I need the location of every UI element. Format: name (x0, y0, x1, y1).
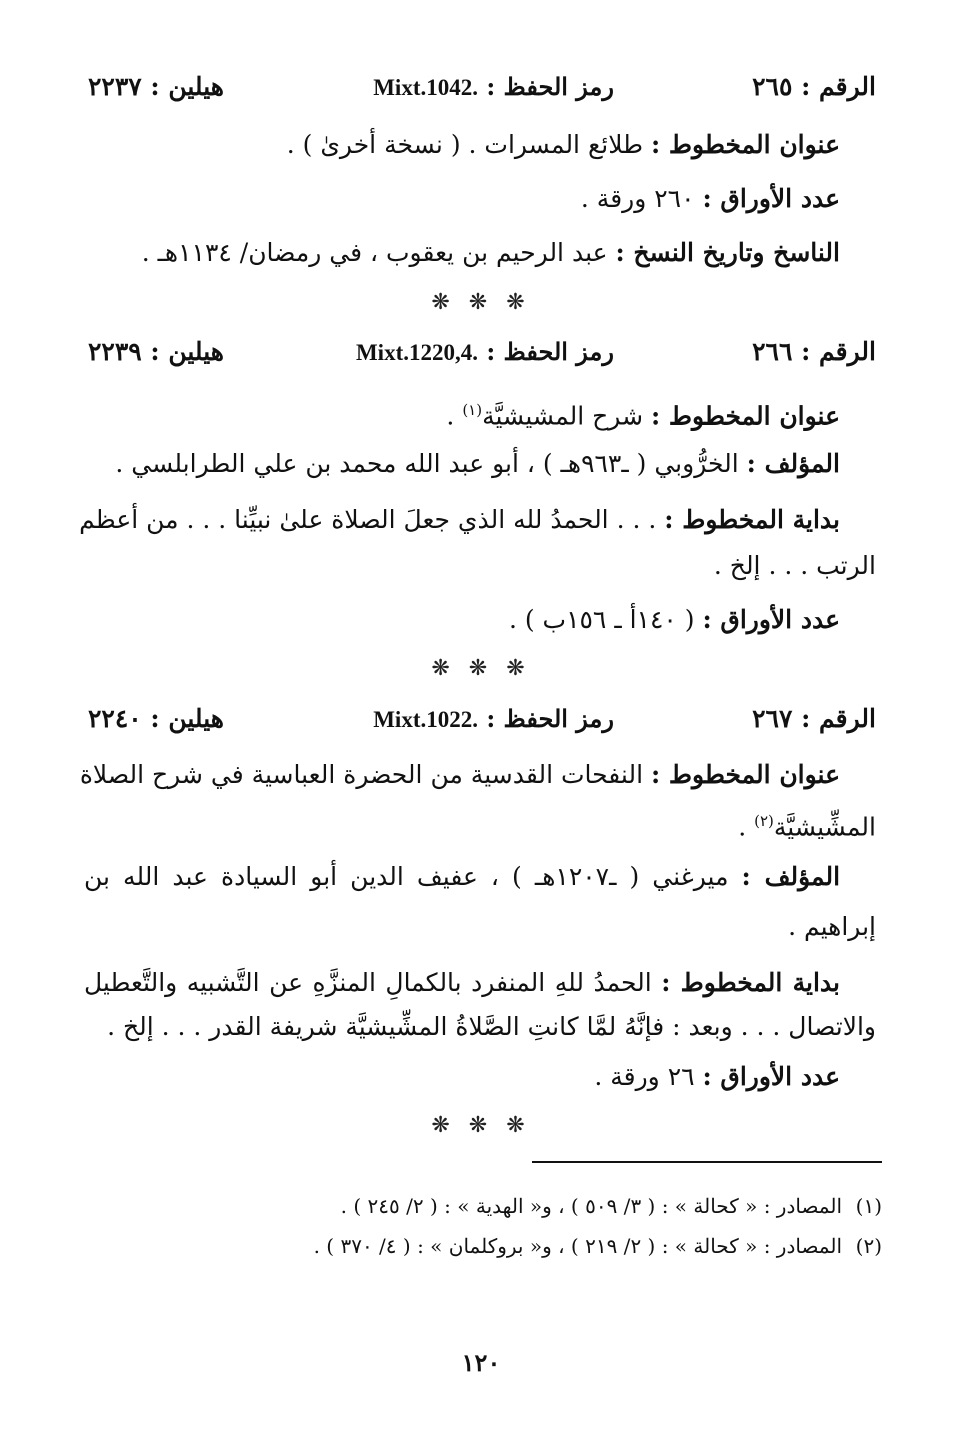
beginning-label: بداية المخطوط : (661, 968, 840, 997)
entry-number: الرقم : ٢٦٧ (752, 704, 876, 733)
leaves-line (88, 595, 840, 645)
title-value: شرح المشيشيَّة (482, 401, 651, 431)
beginning-value: الحمدُ للهِ المنفرد بالكمالِ المنزَّهِ عن التَّشبيه والتَّعطيل (84, 968, 662, 997)
beginning-line (84, 958, 840, 1008)
leaves-line (88, 174, 840, 224)
entry-number: الرقم : ٢٦٦ (752, 337, 876, 366)
footnote-rule (532, 1161, 882, 1163)
footnote-2 (314, 1234, 882, 1258)
author-label: المؤلف : (741, 862, 841, 891)
page-number: ١٢٠ (461, 1348, 501, 1377)
title-value: النفحات القدسية من الحضرة العباسية في شرح الصلاة (79, 760, 651, 789)
title-line (88, 120, 840, 170)
beginning-value: . . . الحمدُ لله الذي جعلَ الصلاة علىٰ نبيِّنا . . . من أعظم (79, 505, 665, 534)
title-label: عنوان المخطوط : (650, 401, 840, 431)
beginning-continuation: والاتصال . . . وبعد : فإنَّهُ لمَّا كانتِ الصَّلاةُ المشِّيشيَّة شريفة القدر . . . إلخ . (107, 1012, 876, 1041)
footnote-text: المصادر : « كحالة » : ( ٣/ ٥٠٩ ) ، و« الهدية » : ( ٢/ ٢٤٥ ) . (340, 1194, 842, 1218)
shelf-mark (373, 704, 614, 733)
footnote-1 (341, 1194, 882, 1218)
leaves-label: عدد الأوراق : (702, 605, 840, 634)
beginning-line (79, 495, 840, 545)
leaves-line (88, 1052, 840, 1102)
title-label: عنوان المخطوط : (650, 130, 840, 159)
footnote-reference[interactable]: (٢) (754, 812, 774, 830)
title-end: . (738, 812, 755, 842)
helin-number: هيلين : ٢٢٣٩ (88, 337, 224, 366)
author-continuation: إبراهيم . (788, 912, 876, 941)
shelf-code: Mixt.1220,4. (355, 340, 478, 365)
leaves-label: عدد الأوراق : (702, 184, 840, 213)
shelf-code: Mixt.1042. (373, 75, 478, 100)
shelf-label: رمز الحفظ : (486, 72, 614, 101)
shelf-mark (373, 72, 614, 101)
copyist-line (88, 228, 840, 278)
section-separator: ❋ ❋ ❋ (431, 290, 531, 315)
entry-header (88, 337, 876, 377)
copyist-value: عبد الرحيم بن يعقوب ، في رمضان/ ١١٣٤هـ . (141, 238, 616, 267)
title-continuation (88, 796, 876, 852)
footnote-mark: (١) (855, 1194, 882, 1218)
entry-header (88, 704, 876, 744)
copyist-label: الناسخ وتاريخ النسخ : (615, 238, 840, 267)
title-line (79, 750, 840, 800)
footnote-text: المصادر : « كحالة » : ( ٢/ ٢١٩ ) ، و« بروكلمان » : ( ٤/ ٣٧٠ ) . (313, 1234, 842, 1258)
beginning-label: بداية المخطوط : (664, 505, 840, 534)
entry-number: الرقم : ٢٦٥ (752, 72, 876, 101)
beginning-continuation: الرتب . . . إلخ . (713, 551, 876, 580)
author-line (84, 852, 840, 902)
helin-number: هيلين : ٢٢٤٠ (88, 704, 224, 733)
author-value: ميرغني ( ـ١٢٠٧هـ ) ، عفيف الدين أبو السيادة عبد الله بن (84, 862, 742, 891)
leaves-value: ( ١٤٠أ ـ ١٥٦ب ) . (508, 605, 703, 634)
footnote-reference[interactable]: (١) (462, 401, 483, 419)
shelf-label: رمز الحفظ : (486, 337, 614, 366)
section-separator: ❋ ❋ ❋ (431, 656, 531, 681)
leaves-label: عدد الأوراق : (702, 1062, 840, 1091)
shelf-label: رمز الحفظ : (486, 704, 614, 733)
title-value-continued: المشِّيشيَّة (773, 812, 876, 842)
leaves-value: ٢٦ ورقة . (594, 1062, 703, 1091)
title-line (88, 385, 840, 441)
title-end: . (446, 401, 463, 431)
helin-number: هيلين : ٢٢٣٧ (88, 72, 224, 101)
title-value: طلائع المسرات . ( نسخة أخرىٰ ) . (286, 130, 651, 159)
entry-header (88, 72, 876, 112)
author-value: الخرُّوبي ( ـ٩٦٣هـ ) ، أبو عبد الله محمد بن علي الطرابلسي . (115, 449, 747, 478)
author-line (88, 439, 840, 489)
section-separator: ❋ ❋ ❋ (431, 1113, 531, 1138)
author-label: المؤلف : (746, 449, 840, 478)
leaves-value: ٢٦٠ ورقة . (580, 184, 703, 213)
shelf-code: Mixt.1022. (373, 707, 478, 732)
shelf-mark (356, 337, 614, 366)
title-label: عنوان المخطوط : (650, 760, 840, 789)
footnote-mark: (٢) (855, 1234, 882, 1258)
